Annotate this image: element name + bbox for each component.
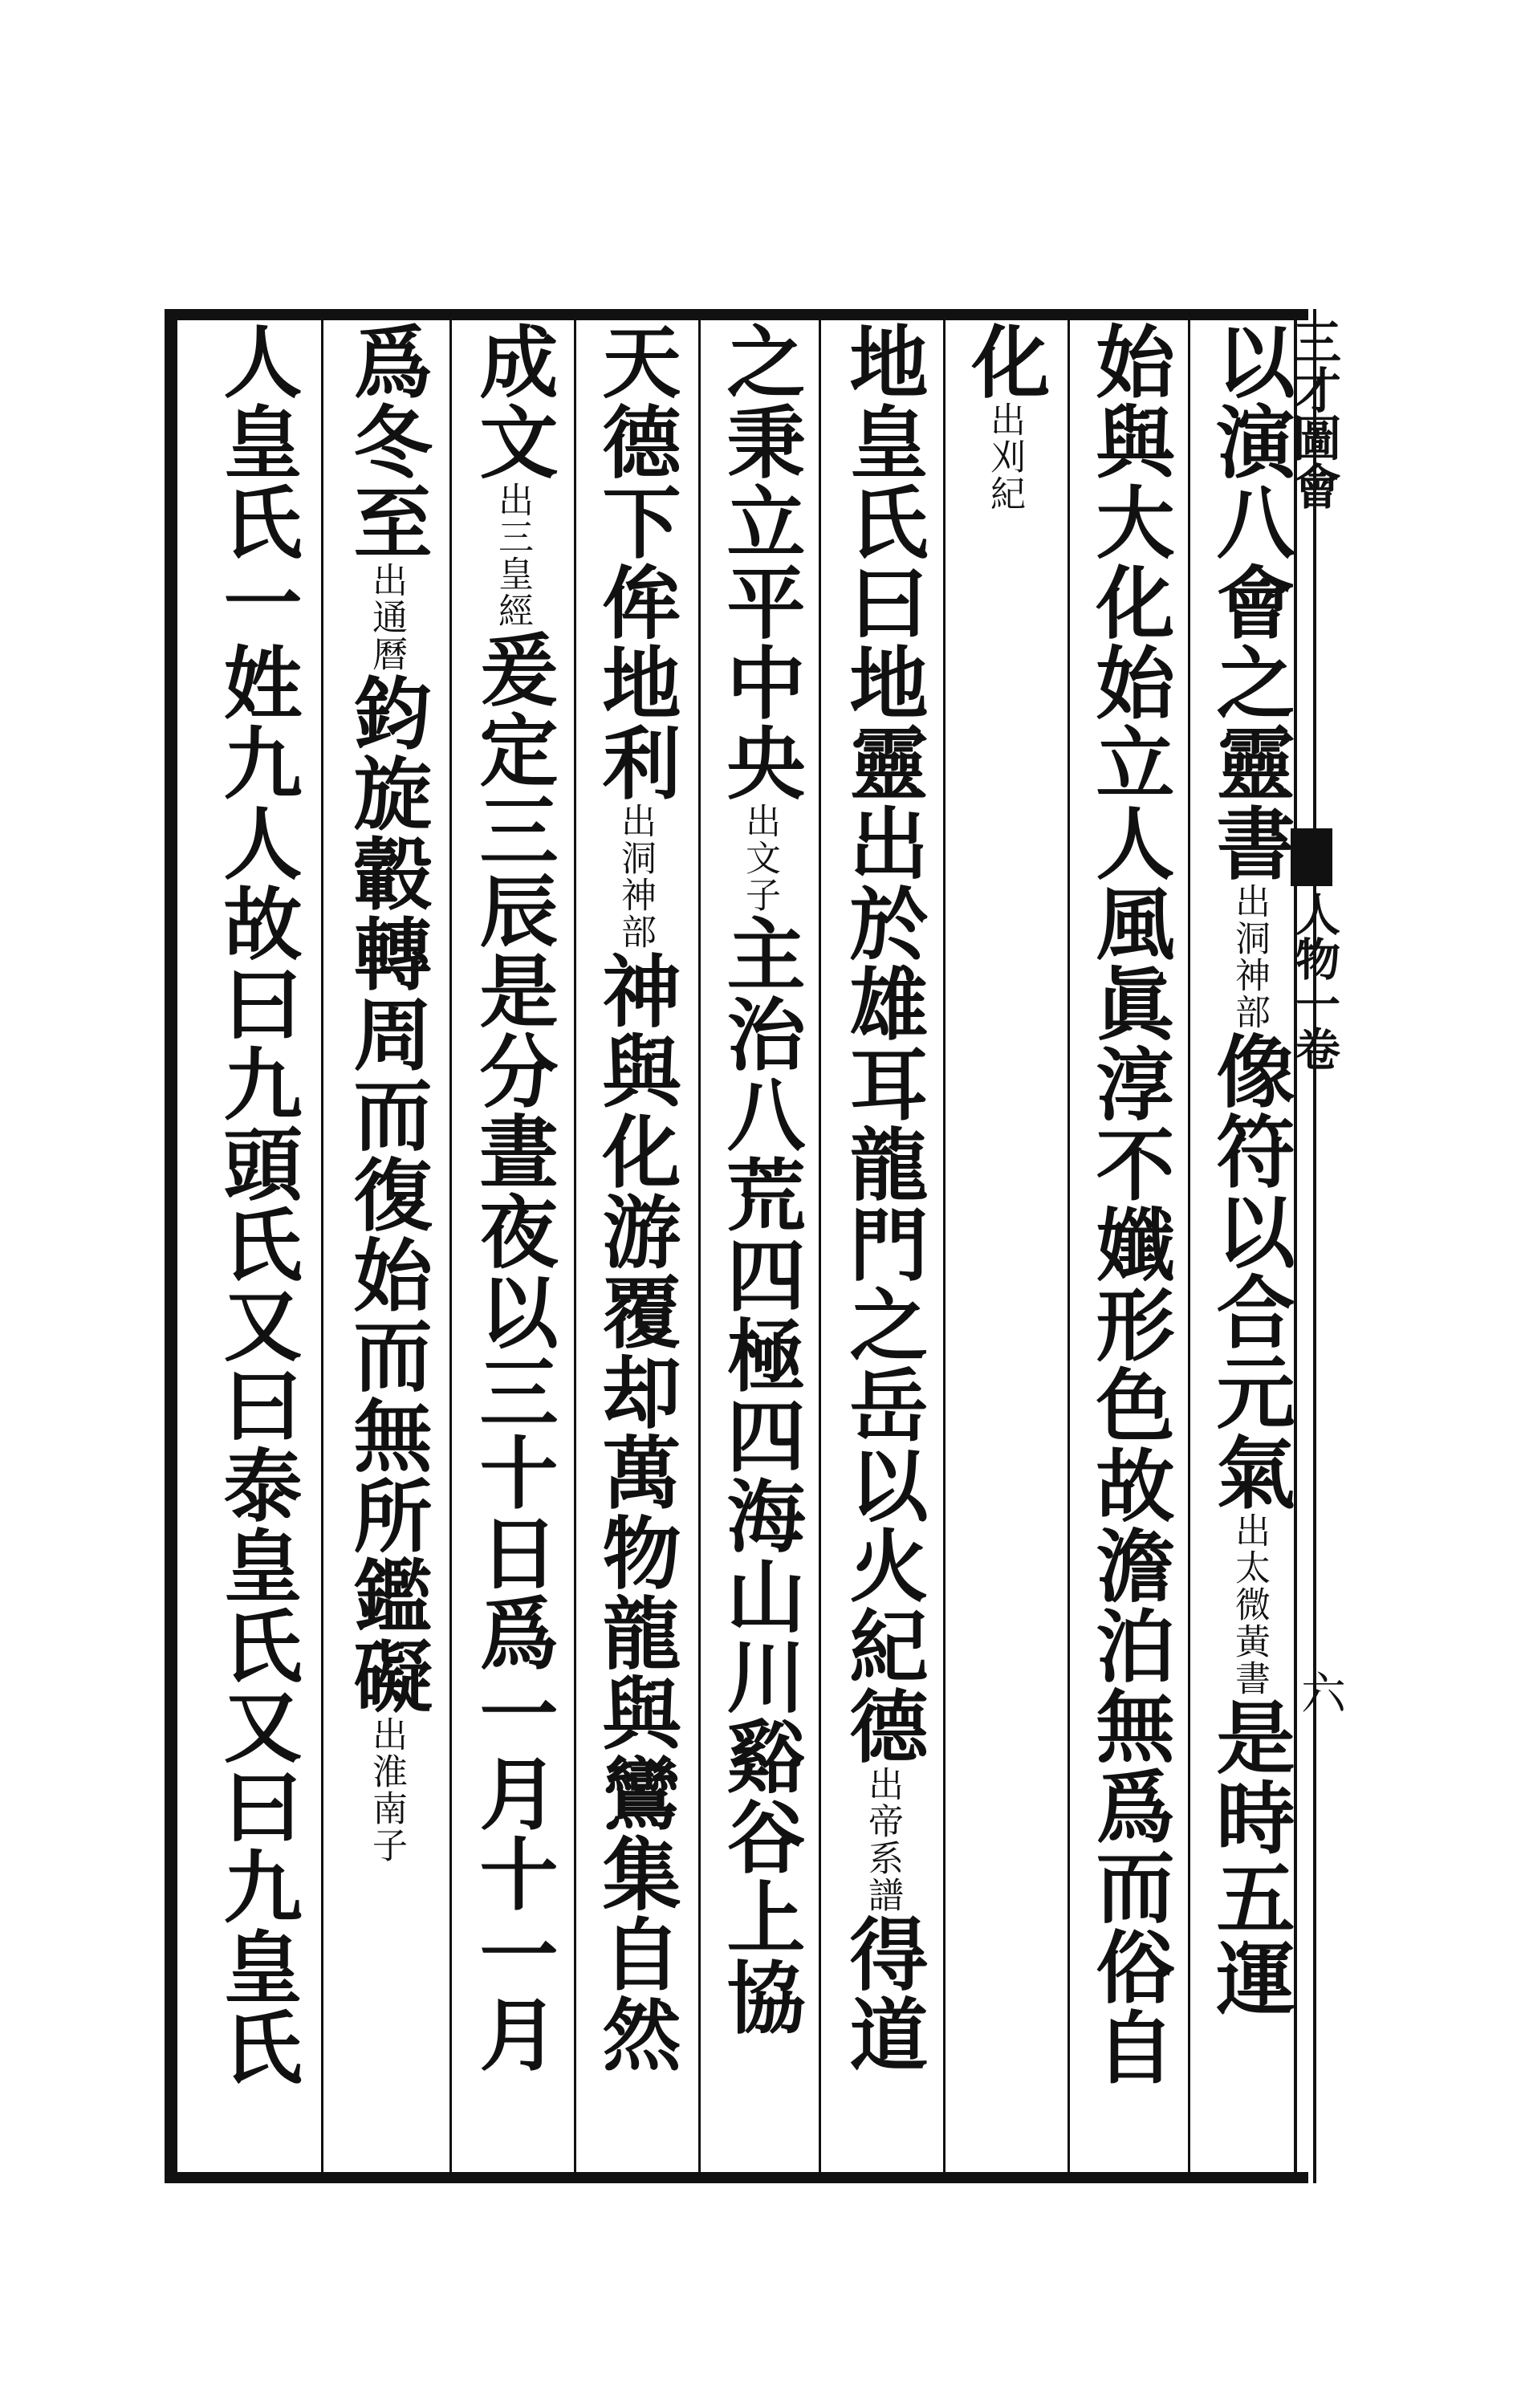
column-note: 出帝系譜 (862, 1766, 903, 1914)
column-rule (943, 320, 946, 2173)
text-column-5 (710, 321, 806, 2167)
column-text: 得道 (836, 1914, 929, 2074)
column-note: 出洞神部 (615, 803, 656, 950)
column-text: 爰定三辰是分晝夜以三十日爲一月十一月 (466, 629, 559, 2074)
column-text: 地皇氏曰地靈出於雄耳龍門之岳以火紀德 (836, 321, 929, 1766)
column-note: 出太微黃書 (1229, 1512, 1270, 1697)
text-column-7 (463, 321, 559, 2167)
column-text: 鈞旋轂轉周而復始而無所鑑礙 (340, 673, 433, 1716)
column-text: 以演八會之靈書 (1203, 321, 1295, 883)
column-text: 像符以合元氣 (1203, 1031, 1295, 1512)
fold-chapter-label: 人物一卷 (1288, 891, 1341, 1071)
column-rule (449, 320, 452, 2173)
column-rule (819, 320, 821, 2173)
text-column-4 (833, 321, 929, 2167)
column-note: 出通曆 (366, 562, 407, 673)
column-rule (1068, 320, 1070, 2173)
column-text: 天德下侔地利 (589, 321, 681, 803)
column-note: 出刈紀 (984, 401, 1025, 512)
column-text: 神與化游覆却萬物龍與鸞集自然 (589, 950, 681, 2074)
column-rule (1188, 320, 1190, 2173)
column-rule (321, 320, 323, 2173)
fold-book-title: 三才圖會 (1285, 317, 1341, 510)
column-text: 化 (958, 321, 1051, 401)
text-column-3 (955, 321, 1051, 2167)
column-text: 始與大化始立人風眞淳不孅形色故澹泊無爲而俗自 (1083, 321, 1175, 2087)
text-column-6 (586, 321, 681, 2167)
fold-page-number: 六 (1294, 1670, 1346, 1714)
column-rule (574, 320, 576, 2173)
column-text: 主治八荒四極四海山川谿谷上協 (714, 913, 806, 2037)
text-column-2 (1080, 321, 1175, 2167)
column-rule (698, 320, 701, 2173)
column-note: 出三皇經 (492, 482, 533, 629)
column-text: 人皇氏一姓九人故曰九頭氏又曰泰皇氏又曰九皇氏 (210, 321, 303, 2087)
column-note: 出淮南子 (366, 1716, 407, 1864)
center-fold (1294, 309, 1316, 2183)
column-note: 出洞神部 (1229, 883, 1270, 1031)
text-column-8 (337, 321, 433, 2167)
column-text: 爲冬至 (340, 321, 433, 562)
column-text: 成文 (466, 321, 559, 482)
fold-black-mark (1291, 828, 1332, 886)
text-column-9 (207, 321, 303, 2167)
column-text: 是時五運 (1203, 1697, 1295, 2018)
column-text: 之秉立平中央 (714, 321, 806, 803)
column-note: 出文子 (739, 803, 780, 913)
text-column-1 (1200, 321, 1295, 2167)
